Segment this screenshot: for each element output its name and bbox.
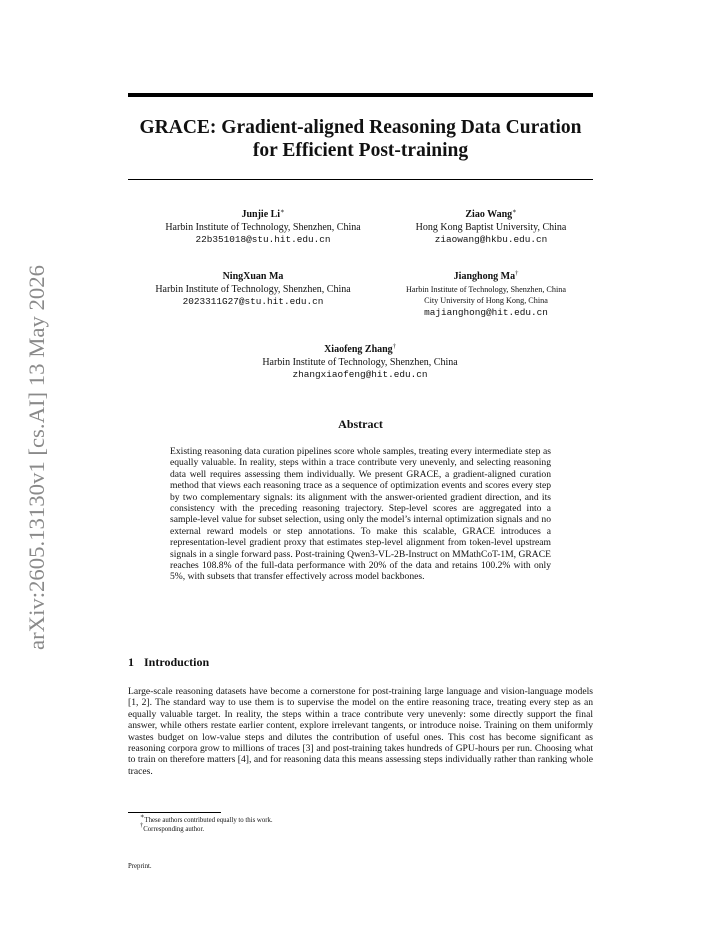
author-name: Ziao Wang: [465, 209, 513, 220]
preprint-footer: Preprint.: [128, 863, 152, 870]
author-name: Jianghong Ma: [453, 271, 516, 282]
footnote-mark: †: [140, 822, 144, 829]
author-affiliation: Harbin Institute of Technology, Shenzhen, China: [262, 356, 458, 368]
footnote-mark: ∗: [140, 813, 145, 820]
author-block-3: [128, 271, 378, 309]
author-affiliation: Hong Kong Baptist University, China: [415, 221, 567, 233]
footnote: [140, 813, 273, 825]
author-mark: †: [392, 343, 396, 350]
footnote-text: Corresponding author.: [143, 826, 205, 833]
section-heading-introduction: [128, 655, 209, 670]
footnote-text: These authors contributed equally to this work.: [144, 817, 273, 824]
abstract-text: Existing reasoning data curation pipelines score whole samples, treating every intermediate step as equally valuable. In reality, steps within a trace contribute very unevenly, and selecting reasoning data well requires assessing them individually. We present GRACE, a gradient-aligned curation method that views each reasoning trace as a sequence of optimization events and scores every step by two complementary signals: its alignment with the answer-oriented gradient direction, and its consistency with the preceding reasoning trajectory. Step-level scores are aggregated into a sample-level value for subset selection, using only the model’s internal optimization signals and no external reward models or step annotations. To make this scalable, GRACE introduces a representation-level gradient proxy that estimates step-level alignment from token-level upstream signals in a single forward pass. Post-training Qwen3-VL-2B-Instruct on MMathCoT-1M, GRACE reaches 108.8% of the full-data performance with 20% of the data and retains 100.2% with only 5%, with subsets that transfer effectively across model backbones.: [170, 446, 551, 583]
author-affiliation: Harbin Institute of Technology, Shenzhen, China: [165, 221, 361, 233]
author-email[interactable]: 22b351018@stu.hit.edu.cn: [195, 234, 331, 245]
author-affiliation-secondary: City University of Hong Kong, China: [424, 296, 548, 305]
footnote: [140, 822, 273, 834]
author-affiliation: Harbin Institute of Technology, Shenzhen, China: [155, 283, 351, 295]
introduction-text: Large-scale reasoning datasets have become a cornerstone for post-training large language and vision-language models [1, 2]. The standard way to use them is to supervise the model on the entire reasoning trace, treating every step as an equally valuable target. In reality, the steps within a trace contribute very unevenly: some directly support the final answer, while others restate earlier content, explore irrelevant tangents, or introduce noise. Training on them uniformly wastes budget on low-value steps and dilutes the contribution of useful ones. This cost has become significant as reasoning corpora grow to millions of traces [3] and post-training takes hundreds of GPU-hours per run. Choosing what to train on therefore matters [4], and for reasoning data this means assessing steps individually rather than ranking whole traces.: [128, 686, 593, 777]
title-rule-top: [128, 93, 593, 97]
author-block-1: [138, 209, 388, 247]
author-email[interactable]: 2023311G27@stu.hit.edu.cn: [182, 296, 324, 307]
author-mark: ∗: [280, 208, 285, 215]
author-email[interactable]: zhangxiaofeng@hit.edu.cn: [292, 369, 428, 380]
author-block-5: [228, 344, 492, 382]
author-email[interactable]: majianghong@hit.edu.cn: [424, 306, 548, 318]
paper-title: [128, 116, 593, 162]
author-mark: †: [515, 270, 519, 277]
author-affiliation: Harbin Institute of Technology, Shenzhen, China: [406, 284, 566, 294]
author-block-4: [378, 271, 594, 319]
author-mark: ∗: [512, 208, 517, 215]
abstract-heading: Abstract: [338, 417, 383, 431]
author-block-2: [376, 209, 606, 247]
arxiv-stamp-text: arXiv:2605.13130v1 [cs.AI] 13 May 2026: [24, 277, 49, 650]
section-title: Introduction: [144, 655, 210, 669]
author-email[interactable]: ziaowang@hkbu.edu.cn: [434, 234, 548, 245]
author-name: Xiaofeng Zhang: [324, 344, 393, 355]
author-name: Junjie Li: [241, 209, 281, 220]
title-rule-bottom: [128, 179, 593, 180]
footnotes: [140, 813, 273, 834]
author-name: NingXuan Ma: [222, 271, 284, 282]
paper-title-line2: for Efficient Post-training: [252, 140, 469, 161]
section-number: 1: [128, 655, 134, 669]
paper-title-line1: GRACE: Gradient-aligned Reasoning Data Curation: [139, 117, 582, 138]
